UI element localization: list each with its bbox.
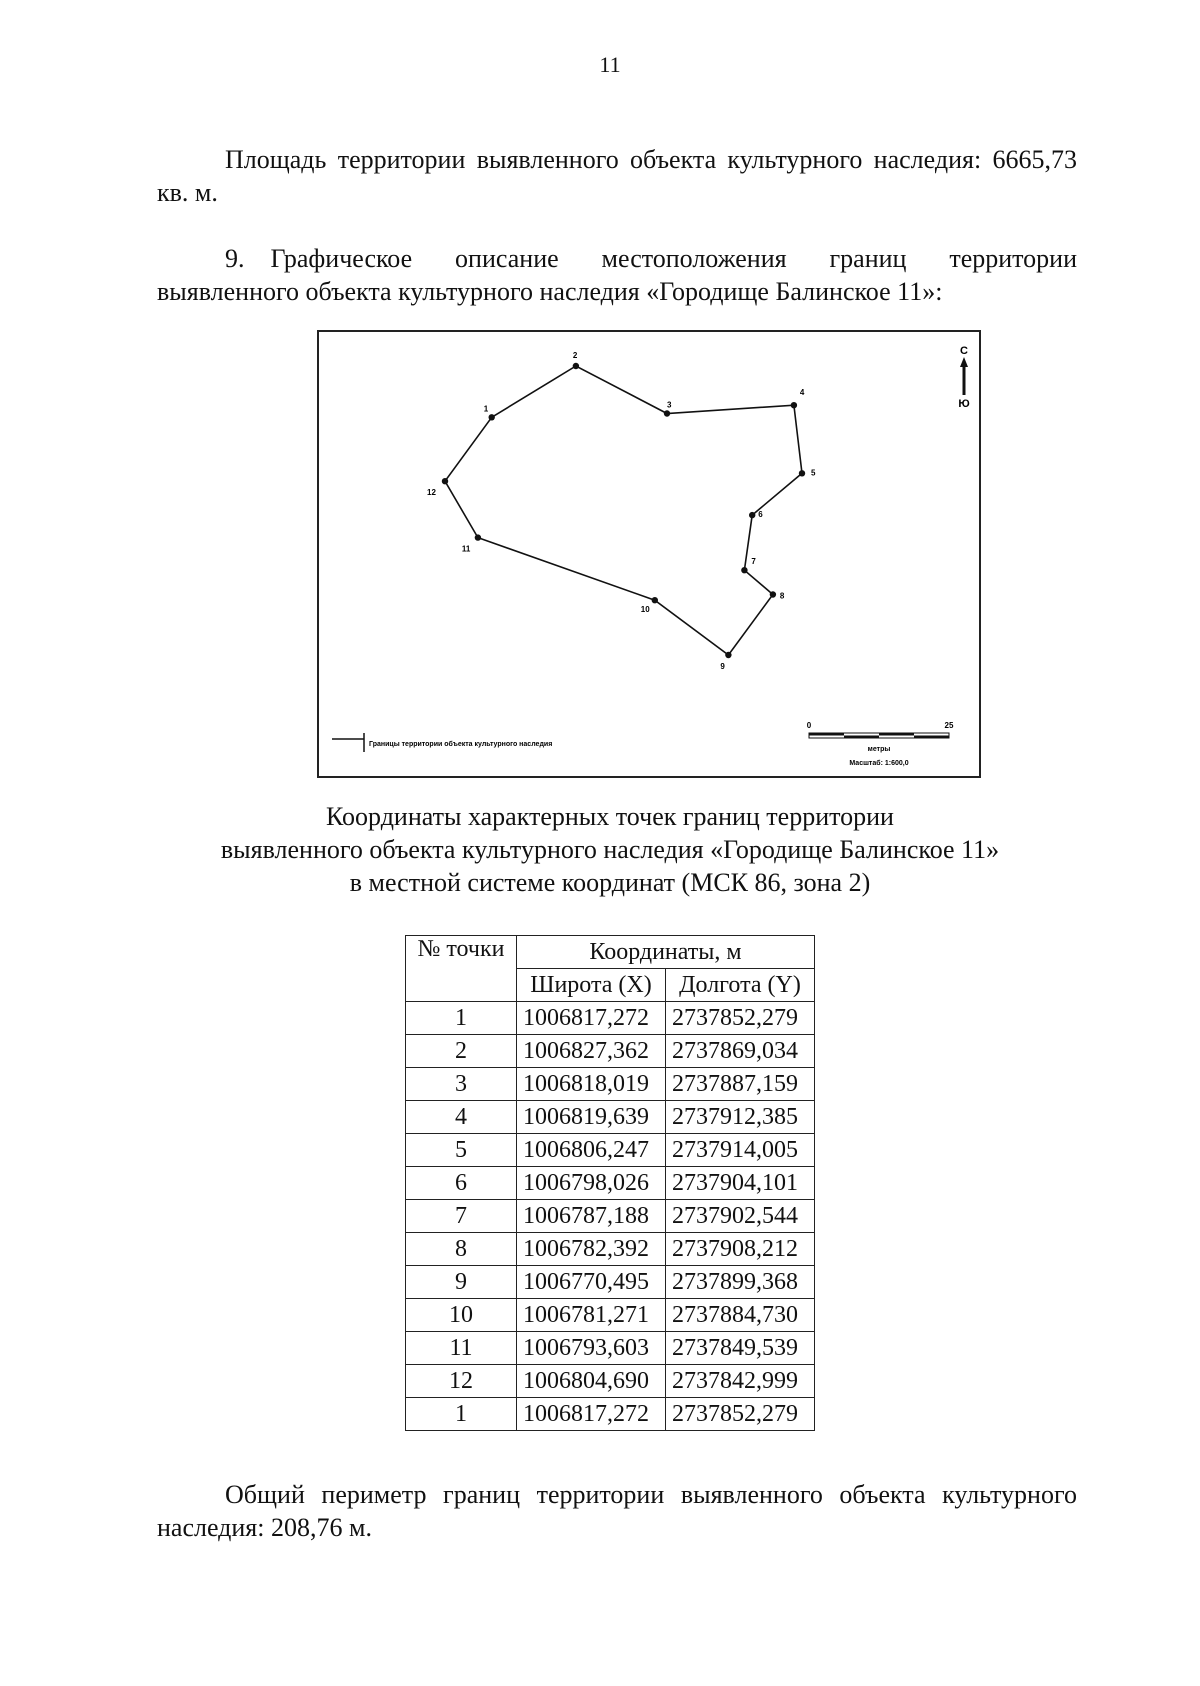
boundary-point-marker <box>489 414 495 420</box>
table-row <box>406 1002 815 1035</box>
table-row <box>406 1299 815 1332</box>
cell-latitude: 1006806,247 <box>517 1134 666 1167</box>
boundary-polygon <box>445 366 802 655</box>
section-heading-paragraph: 9. Графическое описание местоположения границ территории выявленного объекта культурного наследия «Городище Балинское 11»: <box>157 244 1077 306</box>
boundary-point-label: 1 <box>483 404 489 414</box>
cell-longitude: 2737908,212 <box>666 1233 815 1266</box>
boundary-point-marker <box>652 597 658 603</box>
table-row <box>406 1101 815 1134</box>
boundary-point-label: 5 <box>811 468 816 478</box>
boundary-point-label: 10 <box>640 605 650 615</box>
scale-start-label: 0 <box>806 721 812 730</box>
page-number: 11 <box>599 52 621 77</box>
scale-unit-label: метры <box>867 746 891 753</box>
north-arrow-icon <box>958 345 969 410</box>
boundary-point-marker <box>442 478 448 484</box>
boundary-point-marker <box>741 567 747 573</box>
cell-latitude: 1006804,690 <box>517 1365 666 1398</box>
cell-point-number: 5 <box>406 1134 517 1167</box>
cell-point-number: 10 <box>406 1299 517 1332</box>
cell-longitude: 2737887,159 <box>666 1068 815 1101</box>
table-row <box>406 1035 815 1068</box>
boundary-point-label: 8 <box>779 591 785 601</box>
caption-line-2: выявленного объекта культурного наследия «Городище Балинское 11» <box>220 835 1000 864</box>
caption-line-1: Координаты характерных точек границ территории <box>326 802 894 831</box>
table-row <box>406 1332 815 1365</box>
table-row <box>406 1266 815 1299</box>
table-row <box>406 1167 815 1200</box>
cell-longitude: 2737902,544 <box>666 1200 815 1233</box>
cell-longitude: 2737852,279 <box>666 1398 815 1431</box>
north-label: С <box>960 345 968 357</box>
boundary-point-label: 12 <box>427 488 436 498</box>
cell-longitude: 2737904,101 <box>666 1167 815 1200</box>
table-caption <box>140 800 1080 899</box>
header-coordinates: Координаты, м <box>517 936 815 969</box>
cell-latitude: 1006798,026 <box>517 1167 666 1200</box>
cell-point-number: 11 <box>406 1332 517 1365</box>
boundary-point-marker <box>475 534 481 540</box>
boundary-point-marker <box>791 402 797 408</box>
table-row <box>406 1398 815 1431</box>
coordinates-table <box>405 935 815 1431</box>
boundary-point-marker <box>749 512 755 518</box>
table-row <box>406 1134 815 1167</box>
cell-longitude: 2737899,368 <box>666 1266 815 1299</box>
cell-longitude: 2737849,539 <box>666 1332 815 1365</box>
cell-point-number: 2 <box>406 1035 517 1068</box>
cell-latitude: 1006818,019 <box>517 1068 666 1101</box>
cell-longitude: 2737912,385 <box>666 1101 815 1134</box>
cell-point-number: 8 <box>406 1233 517 1266</box>
legend-label: Границы территории объекта культурного наследия <box>369 741 553 748</box>
cell-latitude: 1006827,362 <box>517 1035 666 1068</box>
cell-latitude: 1006781,271 <box>517 1299 666 1332</box>
cell-latitude: 1006782,392 <box>517 1233 666 1266</box>
boundary-map <box>317 330 981 778</box>
cell-longitude: 2737884,730 <box>666 1299 815 1332</box>
boundary-point-label: 6 <box>758 510 763 520</box>
cell-point-number: 6 <box>406 1167 517 1200</box>
boundary-point-label: 4 <box>799 388 805 398</box>
cell-point-number: 1 <box>406 1398 517 1431</box>
cell-point-number: 4 <box>406 1101 517 1134</box>
cell-point-number: 9 <box>406 1266 517 1299</box>
table-row <box>406 1068 815 1101</box>
scale-end-label: 25 <box>944 721 954 730</box>
boundary-point-marker <box>573 363 579 369</box>
cell-latitude: 1006793,603 <box>517 1332 666 1365</box>
boundary-point-marker <box>664 410 670 416</box>
cell-latitude: 1006787,188 <box>517 1200 666 1233</box>
scale-bar <box>807 721 954 767</box>
table-row <box>406 1233 815 1266</box>
cell-longitude: 2737914,005 <box>666 1134 815 1167</box>
map-legend <box>332 733 552 752</box>
header-point-number: № точки <box>406 936 517 1002</box>
boundary-map-canvas <box>319 332 979 776</box>
area-paragraph: Площадь территории выявленного объекта культурного наследия: 6665,73 кв. м. <box>157 145 1077 207</box>
cell-point-number: 3 <box>406 1068 517 1101</box>
cell-point-number: 1 <box>406 1002 517 1035</box>
boundary-point-label: 9 <box>720 662 725 671</box>
boundary-point-label: 7 <box>751 557 756 567</box>
boundary-point-marker <box>770 591 776 597</box>
scale-ratio-label: Масштаб: 1:600,0 <box>849 760 909 767</box>
table-row <box>406 1365 815 1398</box>
header-latitude: Широта (X) <box>517 969 666 1002</box>
cell-latitude: 1006770,495 <box>517 1266 666 1299</box>
cell-latitude: 1006817,272 <box>517 1398 666 1431</box>
boundary-point-marker <box>725 652 731 658</box>
south-label: Ю <box>958 398 970 410</box>
cell-point-number: 12 <box>406 1365 517 1398</box>
perimeter-paragraph: Общий периметр границ территории выявленного объекта культурного наследия: 208,76 м. <box>157 1480 1077 1542</box>
boundary-point-label: 2 <box>572 351 578 360</box>
boundary-point-label: 11 <box>461 544 471 554</box>
header-longitude: Долгота (Y) <box>666 969 815 1002</box>
cell-latitude: 1006819,639 <box>517 1101 666 1134</box>
boundary-point-label: 3 <box>667 400 672 410</box>
cell-longitude: 2737852,279 <box>666 1002 815 1035</box>
cell-latitude: 1006817,272 <box>517 1002 666 1035</box>
caption-line-3: в местной системе координат (МСК 86, зона 2) <box>349 868 871 897</box>
cell-longitude: 2737869,034 <box>666 1035 815 1068</box>
cell-point-number: 7 <box>406 1200 517 1233</box>
table-row <box>406 1200 815 1233</box>
cell-longitude: 2737842,999 <box>666 1365 815 1398</box>
boundary-point-marker <box>799 470 805 476</box>
